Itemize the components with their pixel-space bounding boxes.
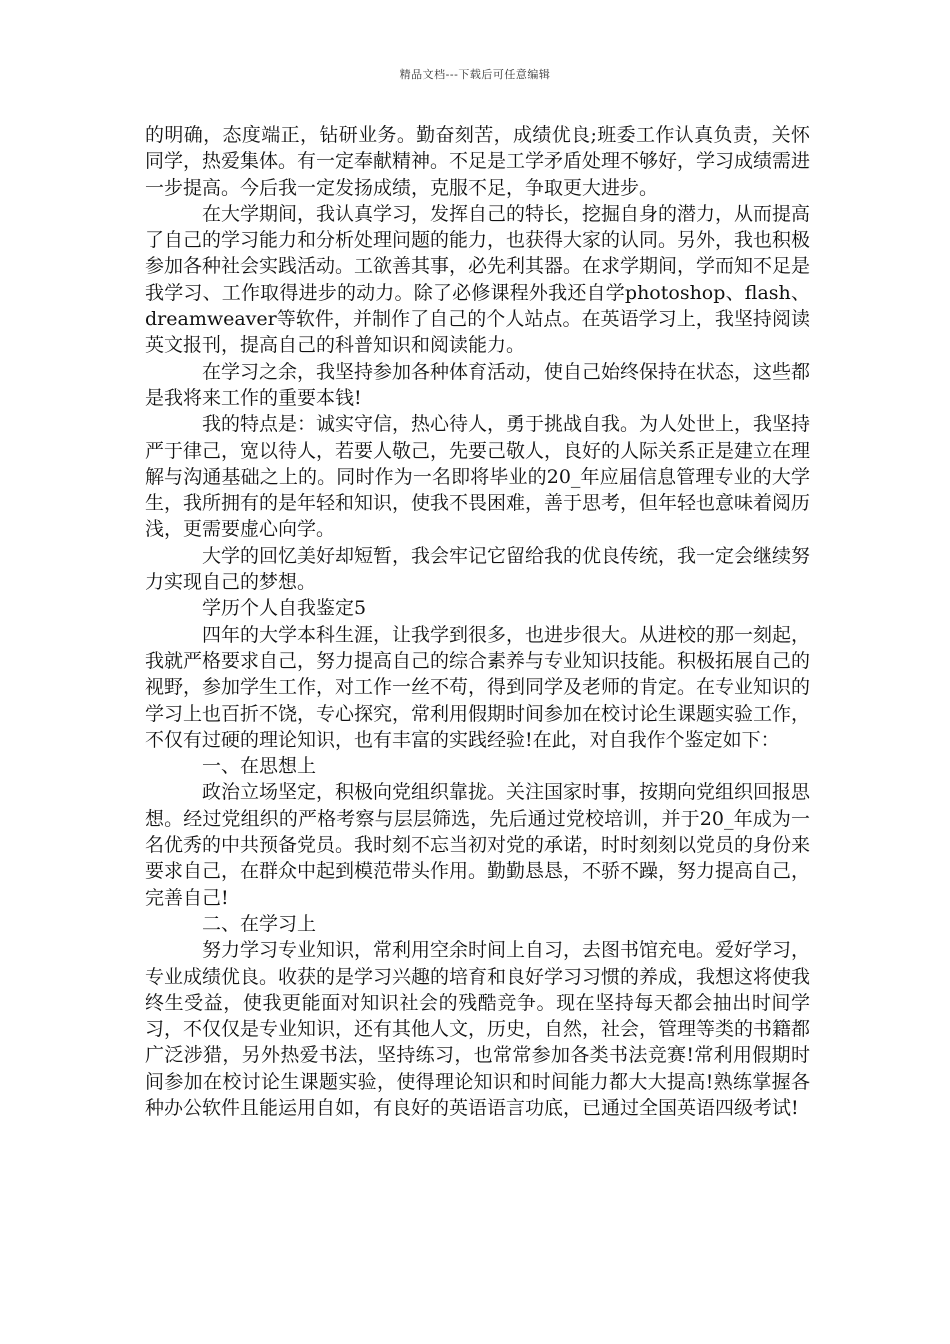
paragraph: 大学的回忆美好却短暂，我会牢记它留给我的优良传统，我一定会继续努力实现自己的梦想。 (145, 544, 811, 594)
header-note: 精品文档---下载后可任意编辑 (399, 68, 551, 81)
paragraph: 在大学期间，我认真学习，发挥自己的特长，挖掘自身的潜力，从而提高了自己的学习能力和分析处理问题的能力，也获得大家的认同。另外，我也积极参加各种社会实践活动。工欲善其事，必先利其器。在求学期间，学而知不足是我学习、工作取得进步的动力。除了必修课程外我还自学photoshop、flash、dreamweaver等软件，并制作了自己的个人站点。在英语学习上，我坚持阅读英文报刊，提高自己的科普知识和阅读能力。 (145, 202, 811, 357)
section-title: 学历个人自我鉴定5 (202, 597, 367, 620)
document-body (145, 122, 810, 1121)
paragraph: 在学习之余，我坚持参加各种体育活动，使自己始终保持在状态，这些都是我将来工作的重要本钱! (145, 360, 811, 409)
paragraph: 四年的大学本科生涯，让我学到很多，也进步很大。从进校的那一刻起，我就严格要求自己，努力提高自己的综合素养与专业知识技能。积极拓展自己的视野，参加学生工作，对工作一丝不苟，得到同学及老师的肯定。在专业知识的学习上也百折不饶，专心探究，常利用假期时间参加在校讨论生课题实验工作，不仅有过硬的理论知识，也有丰富的实践经验!在此，对自我作个鉴定如下： (145, 623, 811, 751)
paragraph: 我的特点是：诚实守信，热心待人，勇于挑战自我。为人处世上，我坚持严于律己，宽以待人，若要人敬己，先要己敬人，良好的人际关系正是建立在理解与沟通基础之上的。同时作为一名即将毕业的20_年应届信息管理专业的大学生，我所拥有的是年轻和知识，使我不畏困难，善于思考，但年轻也意味着阅历浅，更需要虚心向学。 (145, 413, 811, 541)
section-heading: 一、在思想上 (202, 755, 317, 778)
paragraph: 政治立场坚定，积极向党组织靠拢。关注国家时事，按期向党组织回报思想。经过党组织的严格考察与层层筛选，先后通过党校培训，并于20_年成为一名优秀的中共预备党员。我时刻不忘当初对党的承诺，时时刻刻以党员的身份来要求自己，在群众中起到模范带头作用。勤勤恳恳，不骄不躁，努力提高自己，完善自己! (145, 781, 811, 909)
paragraph: 努力学习专业知识，常利用空余时间上自习，去图书馆充电。爱好学习，专业成绩优良。收获的是学习兴趣的培育和良好学习习惯的养成，我想这将使我终生受益，使我更能面对知识社会的残酷竞争。现在坚持每天都会抽出时间学习，不仅仅是专业知识，还有其他人文，历史，自然，社会，管理等类的书籍都广泛涉猎，另外热爱书法，坚持练习，也常常参加各类书法竞赛!常利用假期时间参加在校讨论生课题实验，使得理论知识和时间能力都大大提高!熟练掌握各种办公软件且能运用自如，有良好的英语语言功底，已通过全国英语四级考试! (145, 939, 811, 1119)
paragraph: 的明确，态度端正，钻研业务。勤奋刻苦，成绩优良;班委工作认真负责，关怀同学，热爱集体。有一定奉献精神。不足是工学矛盾处理不够好，学习成绩需进一步提高。今后我一定发扬成绩，克服不足，争取更大进步。 (145, 124, 811, 199)
section-heading: 二、在学习上 (202, 912, 317, 935)
